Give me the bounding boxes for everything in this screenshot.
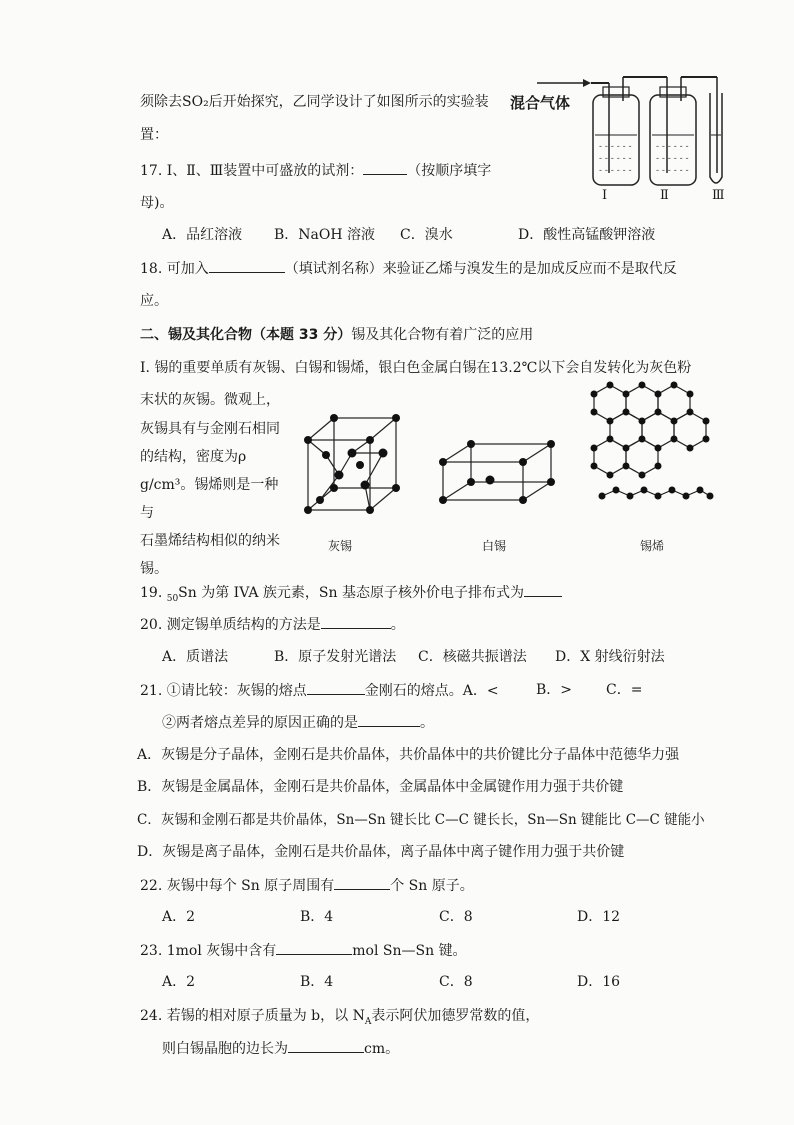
stanene-caption: 锡烯 (640, 539, 665, 553)
q20-option-a[interactable]: A．质谱法 (162, 649, 229, 665)
q21-part1-text-b: 金刚石的熔点。A．< (364, 683, 499, 699)
q24-text-b: 表示阿伏加德罗常数的值， (371, 1008, 540, 1024)
q16-intro-line2: 置： (140, 127, 168, 143)
q21-option-a[interactable]: A．灰锡是分子晶体，金刚石是共价晶体，共价晶体中的共价键比分子晶体中范德华力强 (137, 747, 680, 763)
q18-line2: 应。 (140, 293, 168, 309)
apparatus-label-1: Ⅰ (602, 188, 608, 203)
q23-option-c[interactable]: C．8 (439, 974, 473, 990)
q23-text-a: 23. 1mol 灰锡中含有 (140, 943, 277, 959)
stanene-structure-diagram (590, 380, 720, 540)
q17-option-d[interactable]: D．酸性高锰酸钾溶液 (518, 227, 656, 243)
white-tin-structure-diagram (435, 440, 565, 510)
q21-part2: ②两者熔点差异的原因正确的是 。 (162, 712, 434, 733)
q19-text: Sn 为第 IVA 族元素，Sn 基态原子核外价电子排布式为 (178, 585, 524, 601)
q22-line (140, 875, 474, 896)
q19-line (140, 582, 562, 609)
q17-answer-blank[interactable] (363, 160, 407, 175)
q17-option-c[interactable]: C．溴水 (400, 227, 453, 243)
q21-part1 (140, 680, 499, 701)
q22-answer-blank[interactable] (334, 875, 390, 890)
q19-prefix: 19. (140, 585, 167, 601)
intro-wrap-line-3: g/cm³。锡烯则是一种与 (140, 477, 279, 521)
q20-option-b[interactable]: B．原子发射光谱法 (274, 649, 397, 665)
q18-text-a: 18. 可加入 (140, 261, 209, 277)
q21-option-c[interactable]: C．灰锡和金刚石都是共价晶体，Sn—Sn 键长比 C—C 键长长，Sn—Sn 键能比 C—C 键能小 (137, 812, 705, 828)
q22-option-d[interactable]: D．12 (577, 909, 621, 925)
q23-line (140, 940, 467, 961)
q20-option-d[interactable]: D．X 射线衍射法 (555, 649, 665, 665)
q22-option-a[interactable]: A．2 (162, 909, 196, 925)
section2-heading (140, 325, 533, 345)
q20-options (162, 647, 702, 667)
q24-line2 (162, 1038, 399, 1059)
q17-text-a: 17. Ⅰ、Ⅱ、Ⅲ装置中可盛放的试剂： (140, 163, 364, 179)
svg-text:- - - - - -: - - - - - - (599, 154, 632, 164)
white-tin-caption: 白锡 (482, 539, 507, 553)
q17-option-b[interactable]: B．NaOH 溶液 (274, 227, 376, 243)
q21-part1-text-a: 21. ①请比较：灰锡的熔点 (140, 683, 307, 699)
svg-text:- - - - - -: - - - - - - (656, 154, 689, 164)
q22-option-c[interactable]: C．8 (439, 909, 473, 925)
section2-subtitle: 锡及其化合物有着广泛的应用 (351, 327, 534, 343)
q17-line2: 母)。 (140, 195, 174, 211)
q18-answer-blank[interactable] (209, 258, 285, 273)
q21-option-eq[interactable]: C．= (606, 682, 643, 698)
q23-option-a[interactable]: A．2 (162, 974, 196, 990)
q19-answer-blank[interactable] (524, 582, 562, 597)
q22-option-b[interactable]: B．4 (300, 909, 334, 925)
q24-line2-text-b: cm。 (364, 1041, 400, 1057)
grey-tin-caption: 灰锡 (328, 539, 353, 553)
grey-tin-structure-diagram (300, 410, 410, 520)
intro-wrap-line-1: 灰锡具有与金刚石相同 (140, 421, 280, 437)
q23-text-b: mol Sn—Sn 键。 (352, 943, 467, 959)
gas-label: 混合气体 (510, 94, 571, 112)
q22-text-a: 22. 灰锡中每个 Sn 原子周围有 (140, 878, 335, 894)
q19-atomic-number: 50 (166, 593, 179, 604)
svg-text:- - - - - -: - - - - - - (656, 166, 689, 176)
q20-text: 20. 测定锡单质结构的方法是 (140, 617, 321, 633)
q21-part2-text: ②两者熔点差异的原因正确的是 (162, 715, 358, 731)
q22-text-b: 个 Sn 原子。 (390, 878, 474, 894)
q18-text-b: （填试剂名称）来验证乙烯与溴发生的是加成反应而不是取代反 (284, 261, 677, 277)
q23-option-d[interactable]: D．16 (577, 974, 621, 990)
apparatus-label-2: Ⅱ (660, 188, 669, 203)
q24-subscript: A (364, 1016, 372, 1027)
q23-answer-blank[interactable] (276, 940, 352, 955)
q24-line2-text-a: 则白锡晶胞的边长为 (162, 1041, 288, 1057)
q22-options (162, 907, 622, 927)
intro-wrap-line-5: 锡。 (140, 561, 168, 577)
q20-option-c[interactable]: C．核磁共振谱法 (418, 649, 527, 665)
q18-line1 (140, 258, 677, 279)
intro-wrap-text (140, 415, 290, 583)
q24-line1 (140, 1006, 539, 1032)
q23-option-b[interactable]: B．4 (300, 974, 334, 990)
q23-options (162, 972, 622, 992)
q24-answer-blank[interactable] (288, 1038, 364, 1053)
intro-wrap-line-2: 的结构，密度为ρ (140, 449, 247, 465)
q17-line1 (140, 160, 491, 181)
q21-part1-blank[interactable] (307, 680, 365, 695)
q20-answer-blank[interactable] (321, 614, 391, 629)
q16-intro-line1: 须除去SO₂后开始探究，乙同学设计了如图所示的实验装 (140, 94, 489, 110)
section2-title: 二、锡及其化合物（本题 33 分） (140, 327, 352, 343)
q17-option-a[interactable]: A．品红溶液 (162, 227, 243, 243)
q21-part2-blank[interactable] (358, 712, 420, 727)
q21-option-d[interactable]: D．灰锡是离子晶体，金刚石是共价晶体，离子晶体中离子键作用力强于共价键 (137, 844, 625, 860)
q21-option-b[interactable]: B．灰锡是金属晶体，金刚石是共价晶体，金属晶体中金属键作用力强于共价键 (137, 779, 624, 795)
q24-text-a: 24. 若锡的相对原子质量为 b，以 N (140, 1008, 365, 1024)
q21-option-gt[interactable]: B．> (536, 682, 573, 698)
svg-text:- - - - - -: - - - - - - (656, 142, 689, 152)
q17-options (162, 225, 722, 245)
intro-line2: 末状的灰锡。微观上， (140, 392, 280, 408)
intro-line1: Ⅰ. 锡的重要单质有灰锡、白锡和锡烯，银白色金属白锡在13.2℃以下会自发转化为灰色粉 (140, 360, 692, 376)
q17-text-b: （按顺序填字 (407, 163, 492, 179)
q20-line: 20. 测定锡单质结构的方法是 。 (140, 614, 405, 635)
intro-wrap-line-4: 石墨烯结构相似的纳米 (140, 533, 280, 549)
svg-text:- - - - - -: - - - - - - (599, 166, 632, 176)
apparatus-label-3: Ⅲ (712, 188, 725, 203)
svg-text:- - - - - -: - - - - - - (599, 142, 632, 152)
